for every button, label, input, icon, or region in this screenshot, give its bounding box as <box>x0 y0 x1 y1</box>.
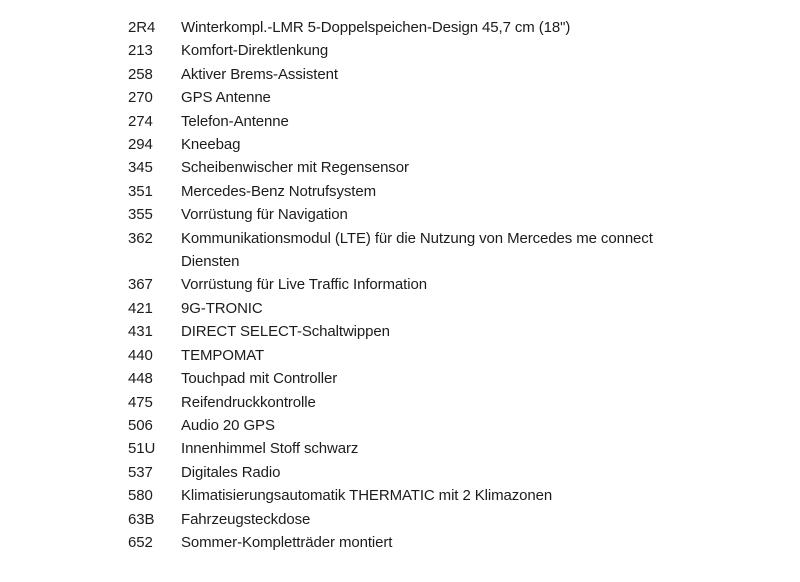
option-description: Winterkompl.-LMR 5-Doppelspeichen-Design 45,7 cm (18") <box>181 19 571 36</box>
option-code: 258 <box>128 65 153 83</box>
list-item <box>128 484 728 507</box>
option-description: Telefon-Antenne <box>181 112 289 130</box>
option-code: 63B <box>128 510 155 528</box>
list-item <box>128 86 728 109</box>
option-description: 9G-TRONIC <box>181 299 263 317</box>
option-description: Vorrüstung für Navigation <box>181 206 348 224</box>
list-item <box>128 39 728 62</box>
list-item <box>128 508 728 531</box>
option-description: Klimatisierungsautomatik THERMATIC mit 2 Klimazonen <box>181 487 553 505</box>
list-item <box>128 180 728 203</box>
option-code: 355 <box>128 206 153 224</box>
option-code: 580 <box>128 487 153 505</box>
option-code: 448 <box>128 370 153 388</box>
option-code: 2R4 <box>128 19 156 36</box>
list-item <box>128 461 728 484</box>
list-item <box>128 437 728 460</box>
option-description: Touchpad mit Controller <box>181 370 338 388</box>
option-description: Aktiver Brems-Assistent <box>181 65 338 83</box>
list-item <box>128 133 728 156</box>
option-code: 274 <box>128 112 153 130</box>
option-code: 270 <box>128 89 153 107</box>
option-code: 362 <box>128 229 153 247</box>
option-description: Audio 20 GPS <box>181 416 275 434</box>
option-description: TEMPOMAT <box>181 346 265 364</box>
option-code: 351 <box>128 182 153 200</box>
list-item <box>128 273 728 296</box>
option-description: Scheibenwischer mit Regensensor <box>181 159 409 177</box>
option-code: 652 <box>128 533 153 551</box>
option-code: 537 <box>128 463 153 481</box>
list-item <box>128 110 728 133</box>
list-item <box>128 203 728 226</box>
list-item <box>128 367 728 390</box>
option-description: Mercedes-Benz Notrufsystem <box>181 182 376 200</box>
list-item <box>128 531 728 554</box>
option-code: 506 <box>128 416 153 434</box>
option-description: GPS Antenne <box>181 89 271 107</box>
list-item <box>128 63 728 86</box>
option-description: Vorrüstung für Live Traffic Information <box>181 276 427 294</box>
option-description: Innenhimmel Stoff schwarz <box>181 440 359 458</box>
option-description: Sommer-Kompletträder montiert <box>181 533 393 551</box>
option-code: 345 <box>128 159 153 177</box>
option-description: Kommunikationsmodul (LTE) für die Nutzung von Mercedes me connect Diensten <box>181 229 653 271</box>
option-description: Digitales Radio <box>181 463 281 481</box>
list-item <box>128 16 728 39</box>
option-code: 431 <box>128 323 153 341</box>
list-item <box>128 320 728 343</box>
option-code: 475 <box>128 393 153 411</box>
list-item <box>128 156 728 179</box>
option-description: Kneebag <box>181 136 241 154</box>
list-item <box>128 227 728 274</box>
list-item <box>128 344 728 367</box>
list-item <box>128 391 728 414</box>
list-item <box>128 297 728 320</box>
option-description: Fahrzeugsteckdose <box>181 510 311 528</box>
option-code: 440 <box>128 346 153 364</box>
equipment-list <box>128 16 728 554</box>
option-description: Komfort-Direktlenkung <box>181 42 329 60</box>
option-description: Reifendruckkontrolle <box>181 393 316 411</box>
option-description: DIRECT SELECT-Schaltwippen <box>181 323 390 341</box>
option-code: 421 <box>128 299 153 317</box>
option-code: 367 <box>128 276 153 294</box>
option-code: 294 <box>128 136 153 154</box>
option-code: 213 <box>128 42 153 60</box>
list-item <box>128 414 728 437</box>
option-code: 51U <box>128 440 156 458</box>
